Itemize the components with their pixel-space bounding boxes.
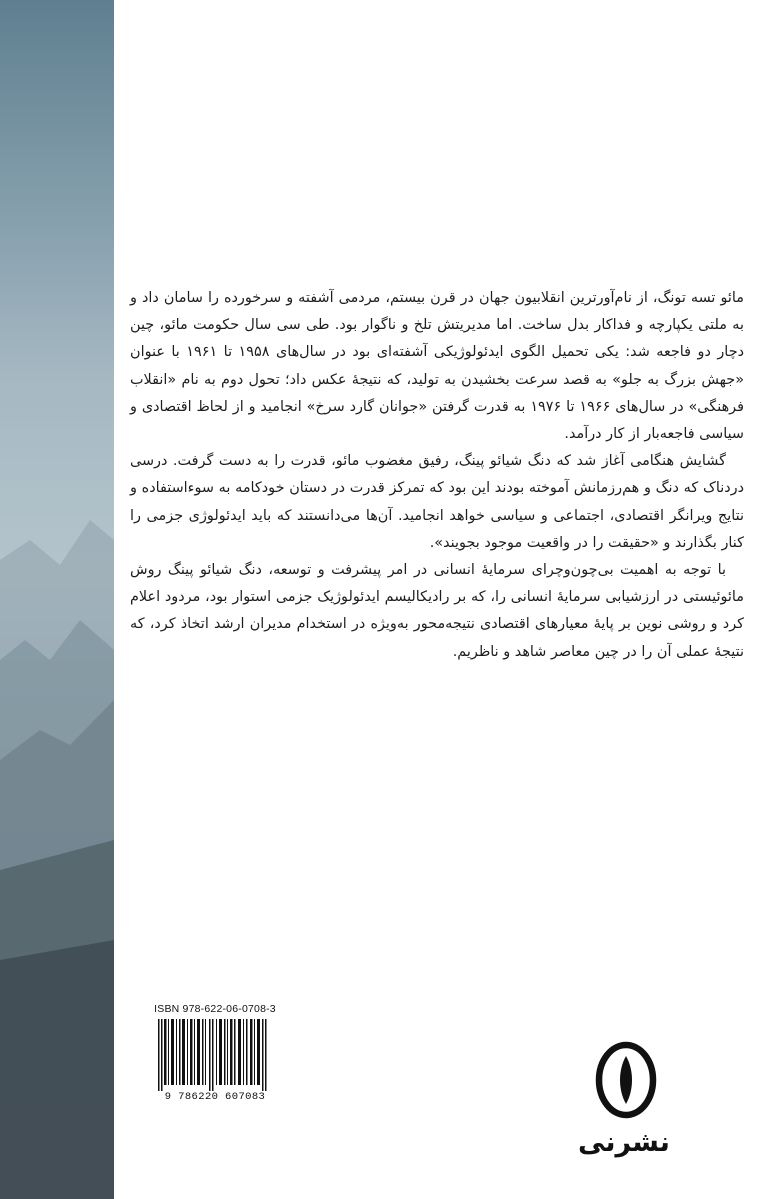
barcode-block <box>148 1003 282 1105</box>
barcode-icon <box>154 1019 276 1091</box>
paragraph-2: گشایش هنگامی آغاز شد که دنگ شیائو پینگ، رفیق مغضوب مائو، قدرت را به دست گرفت. درسی دردناک که دنگ و هم‌رزمانش آموخته بودند این بود که تمرکز قدرت در دستان خودکامه به سوءاستفاده و نتایج ویرانگر اقتصادی، اجتماعی و سیاسی خواهد انجامید. آن‌ها می‌دانستند که باید ایدئولوژی جزمی را کنار بگذارند و «حقیقت را در واقعیت موجود بجویند». <box>130 453 744 551</box>
landscape-image <box>0 0 114 1199</box>
cover-photo-strip <box>0 0 114 1199</box>
paragraph-1: مائو تسه تونگ، از نام‌آورترین انقلابیون جهان در قرن بیستم، مردمی آشفته و سرخورده را سامان داد و به ملتی یکپارچه و فداکار بدل ساخت. اما مدیریتش تلخ و ناگوار بود. طی سی سال حکومت مائو، چین دچار دو فاجعه شد: یکی تحمیل الگوی ایدئولوژیکی آشفته‌ای بود در سال‌های ۱۹۵۸ تا ۱۹۶۱ با عنوان «جهش بزرگ به جلو» به قصد سرعت بخشیدن به تولید، که نتیجهٔ عکس داد؛ تحول دوم به نام «انقلاب فرهنگی» در سال‌های ۱۹۶۶ تا ۱۹۷۶ به قدرت گرفتن «جوانان گارد سرخ» انجامید و از لحاظ اقتصادی و سیاسی فاجعه‌بار از کار درآمد. <box>130 290 744 443</box>
back-cover-text <box>130 285 744 666</box>
publisher-logo-icon <box>594 1040 658 1120</box>
publisher-name: نشرنی <box>578 1127 670 1158</box>
isbn-label: ISBN 978-622-06-0708-3 <box>154 1003 276 1015</box>
barcode-digits: 9 786220 607083 <box>164 1091 266 1103</box>
paragraph-3: با توجه به اهمیت بی‌چون‌وچرای سرمایهٔ انسانی در امر پیشرفت و توسعه، دنگ شیائو پینگ روش مائوئیستی در ارزشیابی سرمایهٔ انسانی را، که بر رادیکالیسم ایدئولوژیک جزمی استوار بود، مردود اعلام کرد و روشی نوین بر پایهٔ معیارهای اقتصادی نتیجه‌محور به‌ویژه در استخدام مدیران ارشد اتخاذ کرد، که نتیجهٔ عملی آن را در چین معاصر شاهد و ناظریم. <box>130 562 744 660</box>
